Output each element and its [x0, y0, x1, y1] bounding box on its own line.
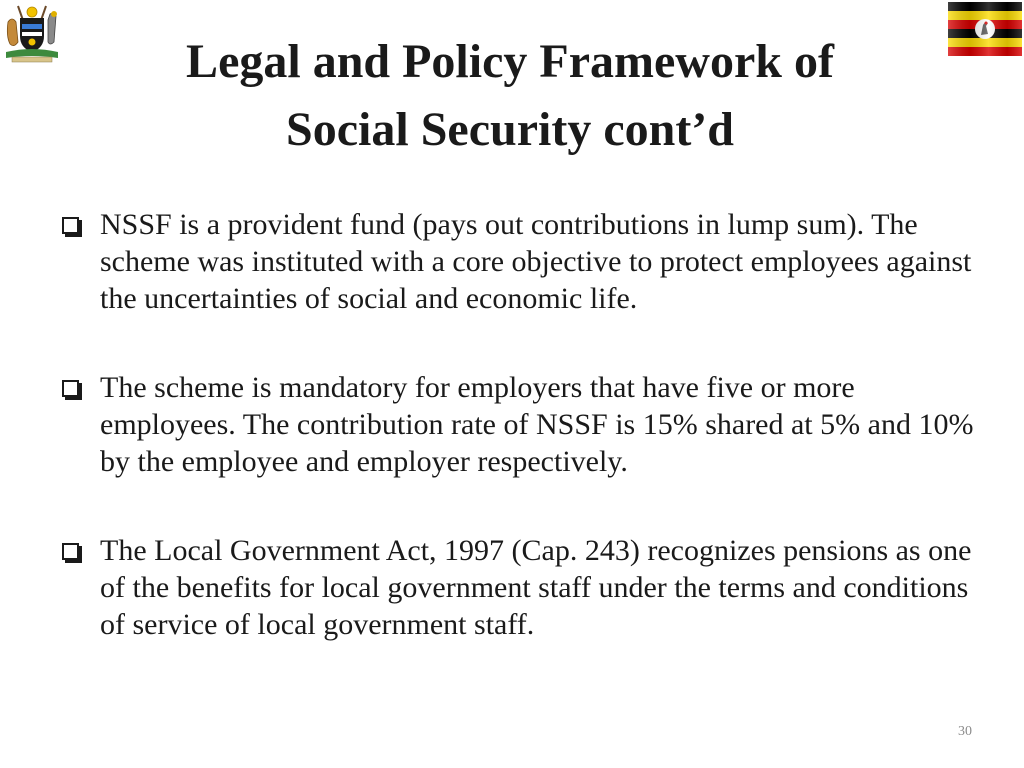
- checkbox-bullet-icon: [62, 217, 79, 234]
- checkbox-bullet-icon: [62, 380, 79, 397]
- coat-of-arms-icon: [2, 2, 62, 64]
- bullet-list: [60, 206, 980, 695]
- checkbox-bullet-icon: [62, 543, 79, 560]
- slide-title-line-1: Legal and Policy Framework of: [186, 35, 834, 88]
- bullet-item: [60, 532, 980, 643]
- bullet-item: [60, 206, 980, 317]
- bullet-item: [60, 369, 980, 480]
- slide-title-line-2: Social Security cont’d: [286, 103, 734, 156]
- bullet-text: The Local Government Act, 1997 (Cap. 243) recognizes pensions as one of the benefits for local government staff under the terms and conditions of service of local government staff.: [100, 534, 972, 641]
- page-number: 30: [958, 724, 972, 739]
- bullet-text: NSSF is a provident fund (pays out contributions in lump sum). The scheme was instituted with a core objective to protect employees against the uncertainties of social and economic life.: [100, 208, 972, 315]
- bullet-text: The scheme is mandatory for employers that have five or more employees. The contribution rate of NSSF is 15% shared at 5% and 10% by the employee and employer respectively.: [100, 371, 974, 478]
